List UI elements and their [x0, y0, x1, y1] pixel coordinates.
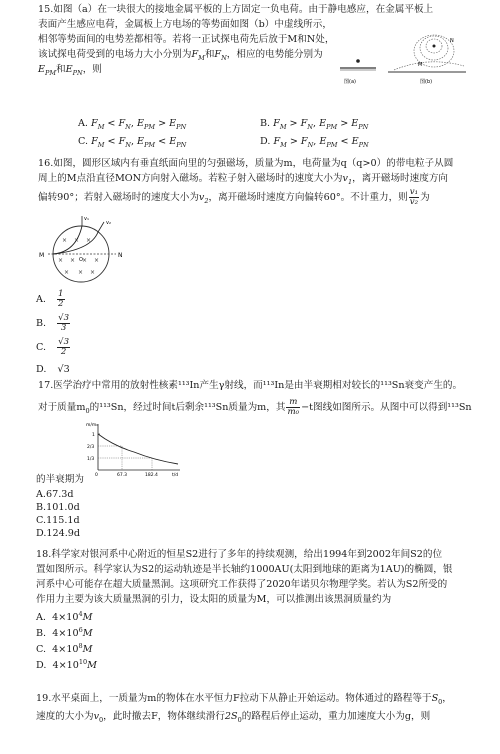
q15-option-d[interactable]: D. $F_M > F_N$, $E_{PM} < E_{PN}$: [260, 136, 369, 149]
q16-figure: [36, 212, 126, 284]
q18-line-4: 作用力主要为该大质量黑洞的引力，设太阳的质量为M，可以推测出该黑洞质量约为: [36, 594, 392, 605]
q15-fn-sub: N: [221, 53, 227, 62]
q15-fig-a-label: 图(a): [344, 79, 356, 85]
q15-and-2: 和: [56, 64, 66, 75]
q15-line-4-text: 该试探电荷受到的电场力大小分别为: [38, 49, 192, 60]
q16-option-a-num: 1: [58, 289, 64, 299]
q15-fm-sub: M: [198, 53, 205, 62]
q17-decay-graph: [84, 420, 184, 478]
q15-epn-sub: PN: [72, 68, 83, 77]
q16-option-c-frac: [57, 338, 70, 357]
q17-fraction: [286, 398, 300, 417]
q15-epm-sub: PM: [45, 68, 57, 77]
q17-frac-den: m₀: [287, 407, 300, 417]
q15-fig-a-charge: [356, 59, 360, 63]
q15-then: ，则: [82, 64, 102, 75]
q17-graph-ylabel: m/m₀: [86, 423, 99, 428]
q15-line-4: [38, 49, 323, 64]
q19-2s0-sub: 0: [237, 715, 242, 724]
q17-line-1: [38, 380, 462, 392]
q18-option-c[interactable]: [36, 642, 93, 655]
q17-in113: ¹¹³In: [177, 380, 200, 391]
q16-v1-sub: 1: [347, 177, 353, 186]
q17-in113-2: ¹¹³In: [262, 380, 285, 391]
q16-line-2: [38, 173, 448, 188]
q17-graph-x1: 67.3: [117, 473, 128, 478]
q17-option-d-text: 124.9d: [46, 528, 81, 539]
q18-option-c-exp: 8: [78, 642, 83, 650]
q19-line-2-text: 速度的大小为: [36, 711, 94, 722]
q17-sn113: ¹¹³Sn: [380, 380, 405, 391]
q18-option-a[interactable]: [36, 610, 92, 623]
q17-option-c-text: 115.1d: [46, 515, 80, 526]
q18-option-d-exp: 10: [78, 658, 88, 666]
q17-line-1-mid2: 是由半衰期相对较长的: [284, 380, 381, 391]
q16-fig-v1: v₁: [84, 216, 89, 222]
q18-option-b[interactable]: [36, 626, 93, 639]
q17-graph-x0: 0: [95, 473, 98, 478]
q16-option-d[interactable]: [36, 364, 70, 375]
q16-option-a[interactable]: [36, 290, 66, 309]
q16-fig-v2: v₂: [106, 220, 111, 226]
q15-figure-b: [388, 35, 466, 85]
q18-option-d-base: 4×10: [52, 660, 79, 672]
q16-option-a-den: 2: [58, 299, 64, 309]
q15-figure: [338, 26, 468, 98]
q15-option-b[interactable]: B. $F_M > F_N$, $E_{PM} > E_{PN}$: [260, 118, 369, 131]
q17-option-c-key: C.: [36, 515, 47, 526]
q17-line-2-mid: 的¹¹³Sn，经过时间t后剩余¹¹³Sn质量为m，其: [89, 402, 286, 413]
q16-option-d-val: √3: [57, 364, 70, 375]
q19-line-1: [36, 693, 452, 708]
q16-fig-n: N: [118, 252, 123, 259]
q16-option-b-den: 3: [60, 323, 67, 333]
q17-graph-y1: 1: [92, 433, 95, 438]
q17-line-2-tail: −t图线如图所示。从图中可以得到¹¹³Sn: [301, 402, 472, 413]
q16-line-1: 16.如图，圆形区域内有垂直纸面向里的匀强磁场，质量为m，电荷量为q（q>0）的带电粒子从圆: [38, 158, 454, 169]
q17-option-a-key: A.: [36, 489, 46, 500]
q16-line-3-mid: ，离开磁场时速度方向偏转60°。不计重力，则: [208, 192, 408, 203]
q19-line-1-text: 19.水平桌面上，一质量为m的物体在水平恒力F拉动下从静止开始运动。物体通过的路程等于: [36, 693, 432, 704]
q16-option-b-frac: [57, 314, 70, 333]
q19-line-2-mid: ，此时撤去F，物体继续滑行: [103, 711, 225, 722]
q16-line-3-text: 偏转90°；若射入磁场时的速度大小为: [38, 192, 199, 203]
q16-option-c-key: C.: [36, 342, 47, 353]
q19-line-1-tail: ，: [442, 693, 452, 704]
q16-option-c[interactable]: [36, 338, 71, 357]
q15-and: 和: [204, 49, 215, 60]
q18-option-a-key: A.: [36, 612, 46, 624]
q17-graph-y23: 2/3: [87, 445, 95, 450]
q17-decay-curve: [98, 434, 178, 464]
svg-text:×: ×: [64, 269, 70, 276]
q15-fm: F: [191, 49, 199, 60]
q17-line-1-mid: 产生γ射线，而: [199, 380, 263, 391]
svg-text:×: ×: [58, 257, 64, 264]
q17-m0-sub: 0: [85, 406, 90, 415]
svg-text:×: ×: [82, 257, 88, 264]
q17-line-2: [38, 398, 472, 417]
svg-text:×: ×: [70, 257, 76, 264]
q16-fig-m: M: [39, 252, 45, 259]
svg-text:×: ×: [94, 257, 100, 264]
q17-line-1-tail: 衰变产生的。: [404, 380, 463, 391]
q15-line-2: 表面产生感应电荷，金属板上方电场的等势面如图（b）中虚线所示，: [38, 19, 332, 30]
q17-line-1-text: 17.医学治疗中常用的放射性核素: [38, 380, 178, 391]
q15-fig-b-n: N: [450, 38, 454, 44]
q15-fig-b-m: M: [418, 62, 423, 68]
q16-option-c-den: 2: [60, 347, 67, 357]
q17-graph-y13: 1/3: [87, 457, 95, 462]
q17-option-a-text: 67.3d: [45, 489, 74, 500]
q16-v2: v: [198, 192, 205, 203]
q17-frac-num: m: [286, 398, 300, 408]
svg-text:×: ×: [90, 269, 96, 276]
q18-option-a-base: 4×10: [52, 612, 79, 624]
q16-option-d-key: D.: [36, 364, 47, 375]
svg-text:×: ×: [74, 237, 80, 244]
q16-line-3: [38, 188, 430, 207]
q17-option-a[interactable]: [36, 489, 74, 500]
q18-line-1: 18.科学家对银河系中心附近的恒星S2进行了多年的持续观测，给出1994年到2002年间S2的位: [36, 549, 443, 560]
q15-option-c[interactable]: C. $F_M < F_N$, $E_{PM} < E_{PN}$: [78, 136, 187, 149]
q18-option-d-m: M: [87, 660, 97, 672]
svg-text:×: ×: [62, 237, 68, 244]
q15-line-5: [38, 64, 102, 79]
q15-line-3: 相邻等势面间的电势差都相等。若将一正试探电荷先后放于M和N处，: [38, 34, 335, 45]
q18-option-d-key: D.: [36, 660, 47, 672]
q16-line-3-tail: 为: [420, 192, 430, 203]
q16-frac-den: v₂: [409, 197, 419, 207]
q17-option-d[interactable]: [36, 528, 80, 539]
q16-option-b-num: √3: [58, 313, 70, 323]
q15-figure-a: [340, 59, 376, 85]
q15-epm: E: [38, 64, 46, 75]
q18-option-c-m: M: [82, 644, 93, 656]
q15-line-1: 15.如图（a）在一块很大的接地金属平板的上方固定一负电荷。由于静电感应，在金属平板上: [38, 4, 434, 15]
q19-line-2: [36, 711, 430, 726]
q18-line-3: 河系中心可能存在超大质量黑洞。这项研究工作获得了2020年诺贝尔物理学奖。若认为S2所受的: [36, 579, 448, 590]
q17-option-b-text: 101.0d: [46, 502, 80, 513]
q16-option-b[interactable]: [36, 314, 71, 333]
q15-fig-b-label: 图(b): [420, 79, 433, 85]
q18-option-a-exp: 4: [78, 610, 83, 618]
q16-option-a-key: A.: [36, 294, 46, 305]
q16-option-b-key: B.: [36, 318, 47, 329]
q15-fn: F: [214, 49, 222, 60]
q16-option-a-frac: [57, 290, 64, 309]
q19-v0-sub: 0: [98, 715, 104, 724]
q17-option-b-key: B.: [36, 502, 47, 513]
q17-option-d-key: D.: [36, 528, 47, 539]
q18-option-d[interactable]: [36, 658, 97, 671]
q17-line-2-text: 对于质量m: [38, 402, 86, 413]
q19-2s0: 2S: [224, 711, 238, 722]
q18-option-b-base: 4×10: [52, 628, 79, 640]
q19-s0: S: [431, 693, 439, 704]
svg-text:×: ×: [78, 269, 84, 276]
q17-graph-x2: 182.4: [145, 473, 158, 478]
q16-fig-o: O: [79, 257, 83, 263]
q17-line-3: 的半衰期为: [36, 474, 84, 485]
q19-s0-sub: 0: [438, 697, 443, 706]
q18-option-a-m: M: [82, 612, 93, 624]
q17-option-c[interactable]: [36, 515, 80, 526]
q16-v1: v: [342, 173, 348, 184]
q18-option-c-base: 4×10: [52, 644, 79, 656]
q18-option-b-m: M: [82, 628, 93, 640]
q15-epn: E: [65, 64, 73, 75]
q17-graph-xlabel: t/d: [172, 473, 179, 478]
q15-line-4-tail: ，相应的电势能分别为: [226, 49, 323, 60]
q19-line-2-tail: 的路程后停止运动，重力加速度大小为g，则: [241, 711, 431, 722]
q19-v0: v: [93, 711, 99, 722]
q16-frac-num: v₁: [409, 187, 419, 197]
q18-line-2: 置如图所示。科学家认为S2的运动轨迹是半长轴约1000AU(太阳到地球的距离为1AU)的椭圆，银: [36, 564, 453, 575]
q16-v2-sub: 2: [204, 196, 209, 205]
q16-ratio-fraction: [409, 188, 419, 207]
svg-text:×: ×: [86, 237, 92, 244]
q18-option-b-key: B.: [36, 628, 47, 640]
q16-line-2-tail: ，离开磁场时速度方向: [352, 173, 449, 184]
q15-option-a[interactable]: A. $F_M < F_N$, $E_{PM} > E_{PN}$: [78, 118, 187, 131]
q18-option-b-exp: 6: [78, 626, 83, 634]
q17-option-b[interactable]: [36, 502, 80, 513]
q16-line-2-text: 周上的M点沿直径MON方向射入磁场。若粒子射入磁场时的速度大小为: [38, 173, 343, 184]
q16-option-c-num: √3: [58, 337, 70, 347]
q18-option-c-key: C.: [36, 644, 47, 656]
